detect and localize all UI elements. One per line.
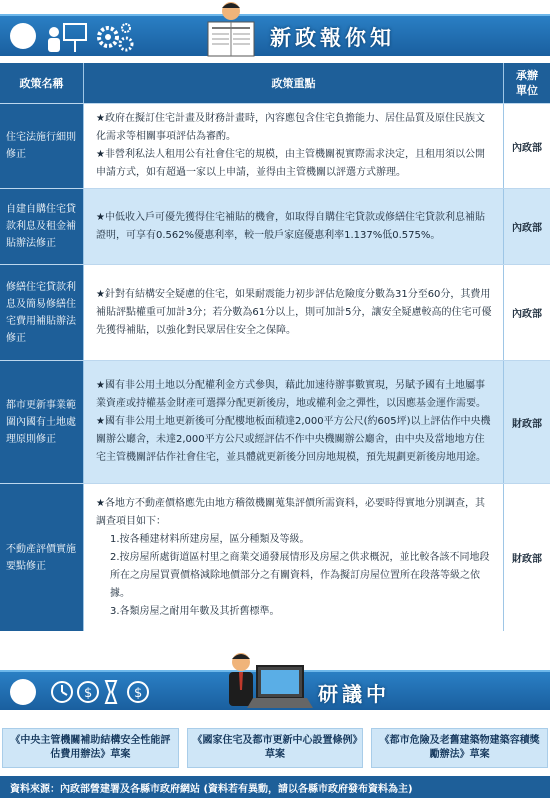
policy-points bbox=[84, 104, 504, 188]
policy-point: ★非營利私法人租用公有社會住宅的規模，由主管機關視實際需求決定，且租用須以公開申請方式，如有超過一家以上申請，並得由主管機關以評選方式辦理。 bbox=[96, 149, 485, 178]
column-header-dept bbox=[504, 63, 550, 103]
policy-points bbox=[84, 361, 504, 483]
circle-icon bbox=[10, 679, 36, 705]
draft-card: 《國家住宅及都市更新中心設置條例》草案 bbox=[187, 728, 364, 768]
policy-points bbox=[84, 484, 504, 631]
svg-text:$: $ bbox=[134, 686, 143, 701]
policy-name: 都市更新事業範圍內國有土地處理原則修正 bbox=[0, 361, 84, 483]
table-row bbox=[0, 188, 550, 264]
policy-point: ★國有非公用土地以分配權利金方式參與，藉此加速待辦事數實現，另賦予國有土地屬事業資產或持權基金財產可選擇分配更新後房，地或權利金之彈性，以因應基金運作需要。 bbox=[96, 380, 486, 409]
banner-bar bbox=[0, 14, 550, 56]
policy-table bbox=[0, 63, 550, 631]
policy-subpoint: 2.按房屋所處街道區村里之商業交通發展情形及房屋之供求概況，並比較各該不同地段所在之房屋買賣價格減除地價部分之有關資料，作為擬訂房屋位置所在段落等級之依據。 bbox=[110, 551, 490, 599]
table-row bbox=[0, 360, 550, 483]
column-header-dept-label: 承辦單位 bbox=[516, 69, 538, 97]
policy-subpoint: 3.各類房屋之耐用年數及其折舊標準。 bbox=[110, 605, 280, 617]
policy-subpoint: 1.按各種建材料所建房屋，區分種類及等級。 bbox=[110, 533, 310, 545]
policy-point: ★政府在擬訂住宅計畫及財務計畫時，內容應包含住宅負擔能力、居住品質及原住民族文化需求等相關事項評估為審酌。 bbox=[96, 113, 485, 142]
source-footer: 資料來源：內政部營建署及各縣市政府網站 (資料若有異動，請以各縣市政府發布資料為主) bbox=[0, 776, 550, 798]
table-header bbox=[0, 63, 550, 103]
top-banner bbox=[0, 0, 550, 62]
responsible-department: 內政部 bbox=[504, 104, 550, 188]
svg-text:$: $ bbox=[84, 686, 93, 701]
finance-icons bbox=[48, 675, 168, 709]
person-with-laptop-icon bbox=[215, 650, 315, 720]
policy-name: 自建自購住宅貸款利息及租金補貼辦法修正 bbox=[0, 189, 84, 264]
policy-name: 住宅法施行細則修正 bbox=[0, 104, 84, 188]
table-row bbox=[0, 103, 550, 188]
newspaper-reader-icon bbox=[202, 0, 260, 62]
column-header-name: 政策名稱 bbox=[0, 63, 84, 103]
policy-point: ★中低收入戶可優先獲得住宅補貼的機會，如取得自購住宅貸款或修繕住宅貸款利息補貼證明，可享有0.562%優惠利率，較一般戶家庭優惠利率1.137%低0.575%。 bbox=[96, 211, 485, 241]
table-row bbox=[0, 264, 550, 360]
responsible-department: 財政部 bbox=[504, 361, 550, 483]
column-header-points: 政策重點 bbox=[84, 63, 504, 103]
people-and-gear-icon bbox=[44, 20, 194, 54]
responsible-department: 內政部 bbox=[504, 265, 550, 360]
draft-card: 《都市危險及老舊建築物建築容積獎勵辦法》草案 bbox=[371, 728, 548, 768]
discussion-banner bbox=[0, 650, 550, 720]
policy-name: 不動產評價實施要點修正 bbox=[0, 484, 84, 631]
discussion-cards bbox=[0, 728, 550, 768]
policy-point: ★針對有結構安全疑慮的住宅，如果耐震能力初步評估危險度分數為31分至60分，其費用補貼評點權重可加計3分；若分數為61分以上，則可加計5分，讓安全疑慮較高的住宅可優先獲得補貼，以強化對民眾居住安全之保障。 bbox=[96, 288, 492, 336]
policy-point: ★各地方不動產價格應先由地方稽徵機關蒐集評價所需資料，必要時得實地分別調查，其調查項目如下： bbox=[96, 497, 485, 527]
discussion-title: 研議中 bbox=[318, 682, 390, 706]
circle-icon bbox=[10, 23, 36, 49]
draft-card: 《中央主管機關補助結構安全性能評估費用辦法》草案 bbox=[2, 728, 179, 768]
page-title: 新政報你知 bbox=[270, 26, 395, 50]
policy-point: ★國有非公用土地更新後可分配樓地板面積達2,000平方公尺(約605坪)以上評估作中央機關辦公廳舍，未達2,000平方公尺或經評估不作中央機關辦公廳舍，由中央及當地地方住宅主管機關評估作社會住宅，並具體就更新後分回房地規模，預先規劃更新後房地用途。 bbox=[96, 416, 491, 463]
policy-points bbox=[84, 189, 504, 264]
responsible-department: 財政部 bbox=[504, 484, 550, 631]
policy-points bbox=[84, 265, 504, 360]
policy-name: 修繕住宅貸款利息及簡易修繕住宅費用補貼辦法修正 bbox=[0, 265, 84, 360]
responsible-department: 內政部 bbox=[504, 189, 550, 264]
table-row bbox=[0, 483, 550, 631]
